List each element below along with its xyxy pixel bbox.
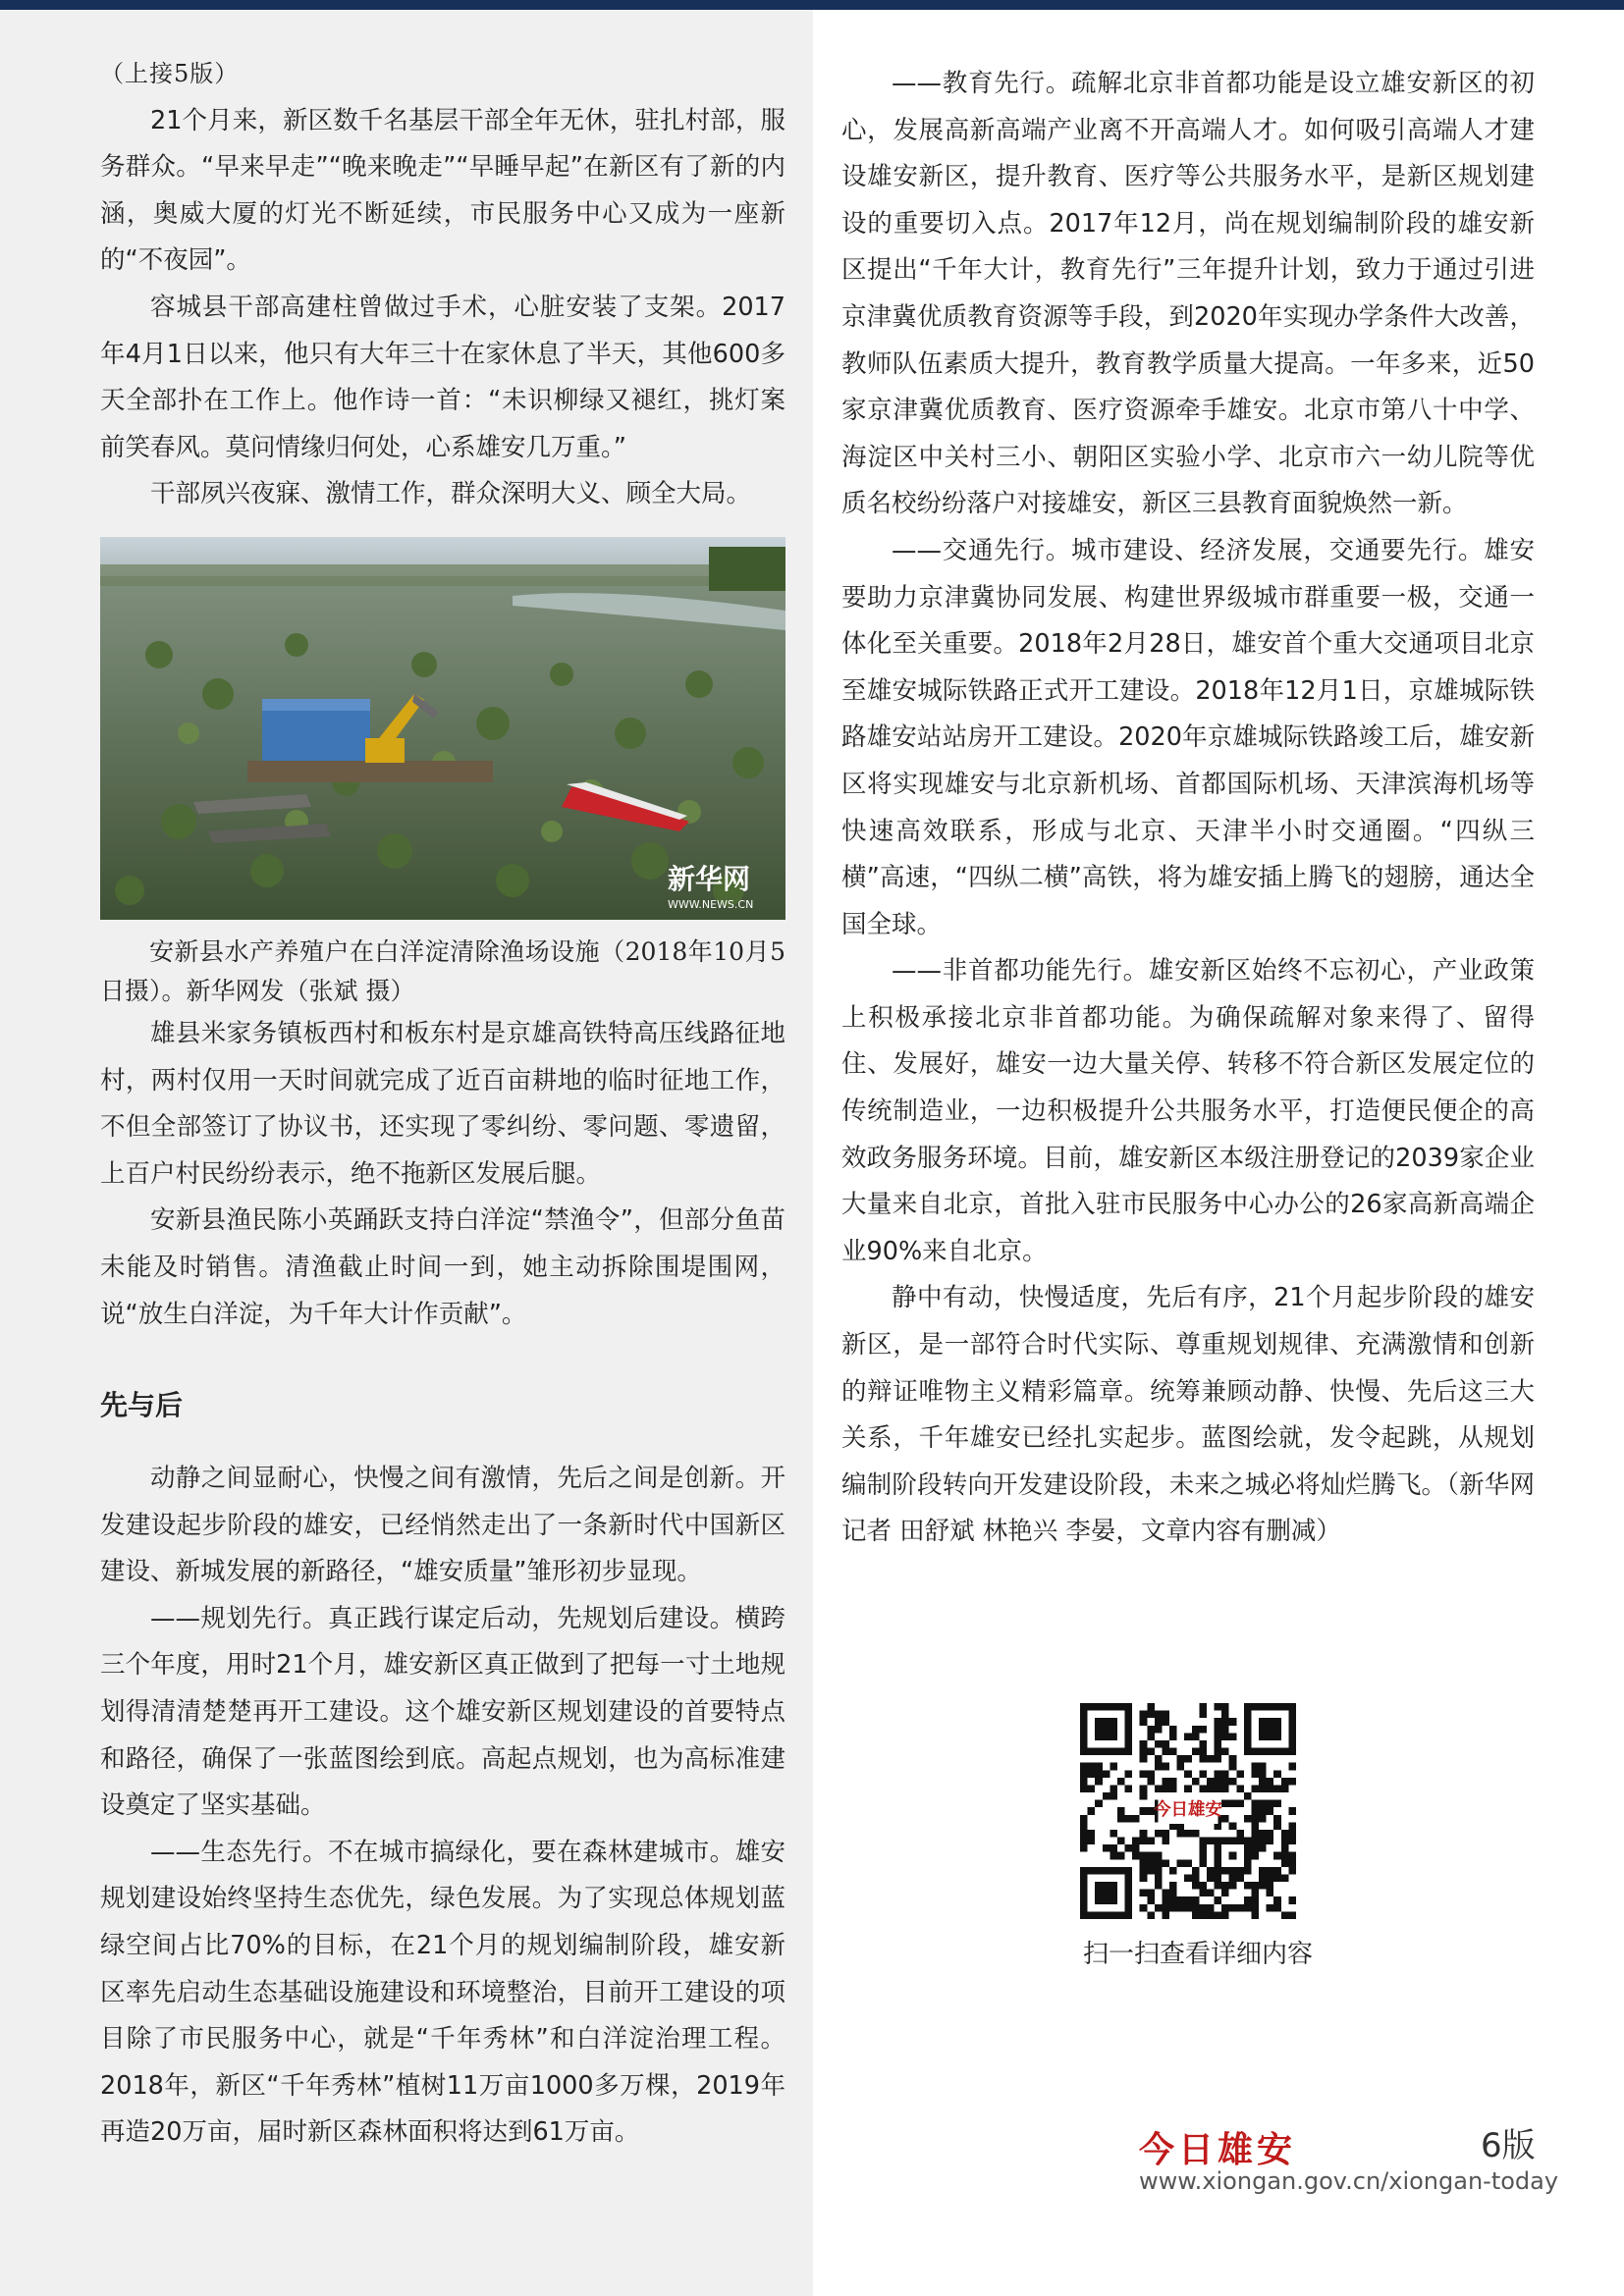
- qr-center-logo: 今日雄安: [1154, 1799, 1222, 1820]
- paragraph: ——规划先行。真正践行谋定后动，先规划后建设。横跨三个年度，用时21个月，雄安新区真正做到了把每一寸土地规划得清清楚楚再开工建设。这个雄安新区规划建设的首要特点和路径，确保了一张蓝图绘到底。高起点规划，也为高标准建设奠定了坚实基础。: [100, 1603, 785, 1821]
- left-column-bottom: [100, 1456, 785, 2157]
- continued-label: （上接5版）: [100, 60, 240, 87]
- qr-code[interactable]: [1080, 1703, 1296, 1919]
- top-bar: [0, 0, 1624, 10]
- right-column: [841, 61, 1535, 1556]
- paragraph: 雄县米家务镇板西村和板东村是京雄高铁特高压线路征地村，两村仅用一天时间就完成了近百亩耕地的临时征地工作，不但全部签订了协议书，还实现了零纠纷、零问题、零遗留，上百户村民纷纷表示，绝不拖新区发展后腿。: [100, 1019, 785, 1189]
- paragraph: 干部夙兴夜寐、激情工作，群众深明大义、顾全大局。: [150, 479, 752, 509]
- paragraph: ——教育先行。疏解北京非首都功能是设立雄安新区的初心，发展高新高端产业离不开高端人才。如何吸引高端人才建设雄安新区，提升教育、医疗等公共服务水平，是新区规划建设的重要切入点。2017年12月，尚在规划编制阶段的雄安新区提出“千年大计，教育先行”三年提升计划，致力于通过引进京津冀优质教育资源等手段，到2020年实现办学条件大改善，教师队伍素质大提升，教育教学质量大提高。一年多来，近50家京津冀优质教育、医疗资源牵手雄安。北京市第八十中学、海淀区中关村三小、朝阳区实验小学、北京市六一幼儿院等优质名校纷纷落户对接雄安，新区三县教育面貌焕然一新。: [841, 69, 1535, 519]
- website-url[interactable]: www.xiongan.gov.cn/xiongan-today: [1139, 2167, 1559, 2195]
- paragraph: ——交通先行。城市建设、经济发展，交通要先行。雄安要助力京津冀协同发展、构建世界级城市群重要一极，交通一体化至关重要。2018年2月28日，雄安首个重大交通项目北京至雄安城际铁路正式开工建设。2018年12月1日，京雄城际铁路雄安站站房开工建设。2020年京雄城际铁路竣工后，雄安新区将实现雄安与北京新机场、首都国际机场、天津滨海机场等快速高效联系，形成与北京、天津半小时交通圈。“四纵三横”高速，“四纵二横”高铁，将为雄安插上腾飞的翅膀，通达全国全球。: [841, 535, 1535, 939]
- paragraph: 容城县干部高建柱曾做过手术，心脏安装了支架。2017年4月1日以来，他只有大年三十在家休息了半天，其他600多天全部扑在工作上。他作诗一首：“未识柳绿又褪红，挑灯案前笑春风。莫问情缘归何处，心系雄安几万重。”: [100, 292, 785, 462]
- section-title: 先与后: [100, 1389, 184, 1421]
- qr-code-icon: [1080, 1703, 1296, 1919]
- paragraph: ——非首都功能先行。雄安新区始终不忘初心，产业政策上积极承接北京非首都功能。为确保疏解对象来得了、留得住、发展好，雄安一边大量关停、转移不符合新区发展定位的传统制造业，一边积极提升公共服务水平，打造便民便企的高效政务服务环境。目前，雄安新区本级注册登记的2039家企业大量来自北京，首批入驻市民服务中心办公的26家高新高端企业90%来自北京。: [841, 956, 1535, 1266]
- paragraph: 动静之间显耐心，快慢之间有激情，先后之间是创新。开发建设起步阶段的雄安，已经悄然走出了一条新时代中国新区建设、新城发展的新路径，“雄安质量”雏形初步显现。: [100, 1464, 785, 1587]
- paragraph: 21个月来，新区数千名基层干部全年无休，驻扎村部，服务群众。“早来早走”“晚来晚走”“早睡早起”在新区有了新的内涵，奥威大厦的灯光不断延续，市民服务中心又成为一座新的“不夜园”。: [100, 105, 785, 276]
- photo-watermark-url: WWW.NEWS.CN: [668, 898, 754, 911]
- photo-watermark: 新华网: [668, 863, 751, 895]
- left-column-middle: [100, 1011, 785, 1338]
- lake-photo-illustration: [100, 537, 785, 920]
- news-photo: [100, 537, 785, 920]
- paragraph: 静中有动，快慢适度，先后有序，21个月起步阶段的雄安新区，是一部符合时代实际、尊重规划规律、充满激情和创新的辩证唯物主义精彩篇章。统筹兼顾动静、快慢、先后这三大关系，千年雄安已经扎实起步。蓝图绘就，发令起跳，从规划编制阶段转向开发建设阶段，未来之城必将灿烂腾飞。（新华网记者 田舒斌 林艳兴 李晏，文章内容有删减）: [841, 1283, 1535, 1547]
- left-column-top: [100, 51, 785, 518]
- photo-caption: 安新县水产养殖户在白洋淀清除渔场设施（2018年10月5日摄）。新华网发（张斌 摄）: [100, 937, 785, 1005]
- brand-logo: 今日雄安: [1139, 2129, 1297, 2170]
- qr-caption: 扫一扫查看详细内容: [1082, 1940, 1313, 1969]
- paragraph: ——生态先行。不在城市搞绿化，要在森林建城市。雄安规划建设始终坚持生态优先，绿色发展。为了实现总体规划蓝绿空间占比70%的目标，在21个月的规划编制阶段，雄安新区率先启动生态基础设施建设和环境整治，目前开工建设的项目除了市民服务中心，就是“千年秀林”和白洋淀治理工程。2018年，新区“千年秀林”植树11万亩1000多万棵，2019年再造20万亩，届时新区森林面积将达到61万亩。: [100, 1837, 785, 2148]
- page-number: 6版: [1481, 2126, 1536, 2165]
- paragraph: 安新县渔民陈小英踊跃支持白洋淀“禁渔令”，但部分鱼苗未能及时销售。清渔截止时间一到，她主动拆除围堤围网，说“放生白洋淀，为千年大计作贡献”。: [100, 1205, 785, 1329]
